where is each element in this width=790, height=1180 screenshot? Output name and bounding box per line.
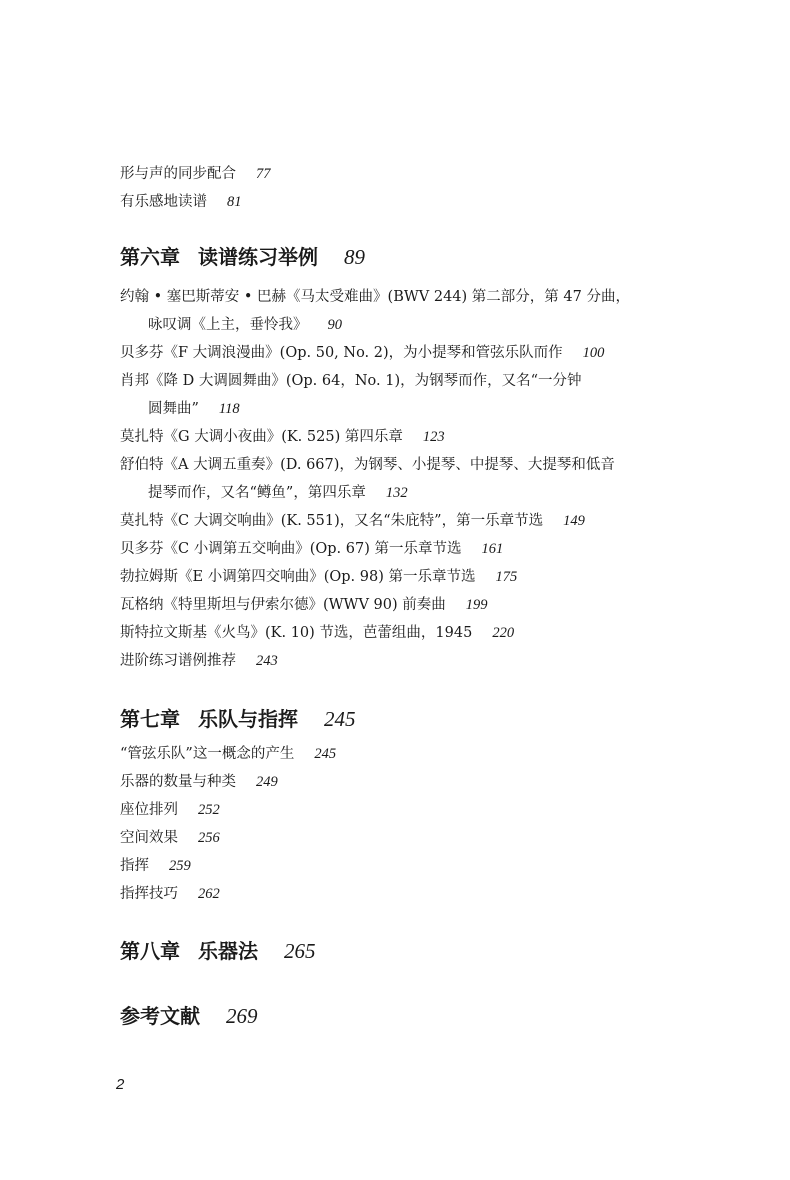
toc-entry[interactable] <box>120 824 680 852</box>
toc-entry-page: 149 <box>563 513 585 529</box>
toc-entry-page: 77 <box>256 166 271 182</box>
toc-entry[interactable] <box>120 507 680 535</box>
toc-entry-page: 243 <box>256 653 278 669</box>
toc-entry-page: 262 <box>198 886 220 902</box>
toc-entry-text: 形与声的同步配合 <box>120 166 236 182</box>
toc-entry-text: 勃拉姆斯《E 小调第四交响曲》(Op. 98) 第一乐章节选 <box>120 569 476 585</box>
toc-entry-continuation: 咏叹调《上主，垂怜我》 <box>148 317 308 333</box>
chapter-heading-7[interactable] <box>120 704 356 734</box>
toc-entry-text: 座位排列 <box>120 802 178 818</box>
toc-entry-page: 220 <box>492 625 515 641</box>
toc-entry[interactable] <box>120 283 680 339</box>
toc-entry[interactable] <box>120 339 680 367</box>
toc-entry[interactable] <box>120 423 680 451</box>
toc-entry-page: 245 <box>314 746 337 762</box>
chapter-number: 第八章 <box>120 939 180 963</box>
chapter-title: 参考文献 <box>120 1004 200 1028</box>
chapter-page: 269 <box>226 1004 258 1028</box>
toc-entry-text: 贝多芬《C 小调第五交响曲》(Op. 67) 第一乐章节选 <box>120 541 462 557</box>
toc-entry-text: 肖邦《降 D 大调圆舞曲》(Op. 64，No. 1)，为钢琴而作，又名“一分钟 <box>120 373 582 389</box>
toc-entry-text: 斯特拉文斯基《火鸟》(K. 10) 节选，芭蕾组曲，1945 <box>120 625 473 641</box>
toc-entry-text: 舒伯特《A 大调五重奏》(D. 667)，为钢琴、小提琴、中提琴、大提琴和低音 <box>120 457 615 473</box>
page-number: 2 <box>116 1076 125 1093</box>
toc-entry-text: 贝多芬《F 大调浪漫曲》(Op. 50, No. 2)，为小提琴和管弦乐队而作 <box>120 345 563 361</box>
toc-entry-text: 指挥 <box>120 858 149 874</box>
chapter-number: 第六章 <box>120 245 180 269</box>
toc-entry-text: 乐器的数量与种类 <box>120 774 236 790</box>
toc-entry[interactable] <box>120 768 680 796</box>
toc-entry[interactable] <box>120 451 680 507</box>
toc-entry-text: 莫扎特《G 大调小夜曲》(K. 525) 第四乐章 <box>120 429 403 445</box>
chapter-title: 乐队与指挥 <box>198 707 298 731</box>
toc-entry-page: 252 <box>198 802 220 818</box>
toc-entry[interactable] <box>120 852 680 880</box>
toc-entry[interactable] <box>120 647 680 675</box>
toc-entry[interactable] <box>120 619 680 647</box>
chapter-page: 265 <box>284 939 316 963</box>
chapter-heading-8[interactable] <box>120 936 316 966</box>
toc-entry-page: 100 <box>582 345 605 361</box>
toc-entry[interactable] <box>120 740 680 768</box>
chapter-title: 读谱练习举例 <box>198 245 318 269</box>
chapter-number: 第七章 <box>120 707 180 731</box>
toc-entry-text: 莫扎特《C 大调交响曲》(K. 551)，又名“朱庇特”，第一乐章节选 <box>120 513 544 529</box>
toc-entry-page: 259 <box>169 858 191 874</box>
toc-entry[interactable] <box>120 160 680 188</box>
toc-entry[interactable] <box>120 535 680 563</box>
toc-entry-text: 空间效果 <box>120 830 178 846</box>
toc-entry-page: 249 <box>256 774 278 790</box>
chapter-heading-6[interactable] <box>120 242 365 272</box>
toc-entry-text: 约翰 • 塞巴斯蒂安 • 巴赫《马太受难曲》(BWV 244) 第二部分，第 47 分曲， <box>120 289 630 305</box>
toc-entry-page: 123 <box>422 429 445 445</box>
toc-entry-page: 132 <box>385 485 408 501</box>
toc-entry-text: 指挥技巧 <box>120 886 178 902</box>
toc-entry-page: 118 <box>218 401 240 417</box>
chapter-page: 245 <box>324 707 356 731</box>
toc-entry-text: “管弦乐队”这一概念的产生 <box>120 746 295 762</box>
toc-entry-text: 进阶练习谱例推荐 <box>120 653 236 669</box>
toc-entry[interactable] <box>120 880 680 908</box>
chapter-page: 89 <box>344 245 365 269</box>
toc-entry-page: 256 <box>198 830 220 846</box>
chapter-title: 乐器法 <box>198 939 258 963</box>
toc-entry-continuation: 圆舞曲” <box>148 401 199 417</box>
toc-entry-text: 瓦格纳《特里斯坦与伊索尔德》(WWV 90) 前奏曲 <box>120 597 446 613</box>
toc-entry[interactable] <box>120 591 680 619</box>
toc-entry-page: 175 <box>495 569 518 585</box>
toc-entry[interactable] <box>120 796 680 824</box>
toc-entry-page: 199 <box>465 597 488 613</box>
toc-entry[interactable] <box>120 367 680 423</box>
toc-entry[interactable] <box>120 563 680 591</box>
toc-entry-page: 81 <box>227 194 242 210</box>
toc-entry-text: 有乐感地读谱 <box>120 194 207 210</box>
toc-entry-page: 161 <box>481 541 504 557</box>
toc-entry-continuation: 提琴而作，又名“鳟鱼”，第四乐章 <box>148 485 366 501</box>
bibliography-heading[interactable] <box>120 1001 258 1031</box>
toc-entry-page: 90 <box>327 317 342 333</box>
toc-entry[interactable] <box>120 188 680 216</box>
